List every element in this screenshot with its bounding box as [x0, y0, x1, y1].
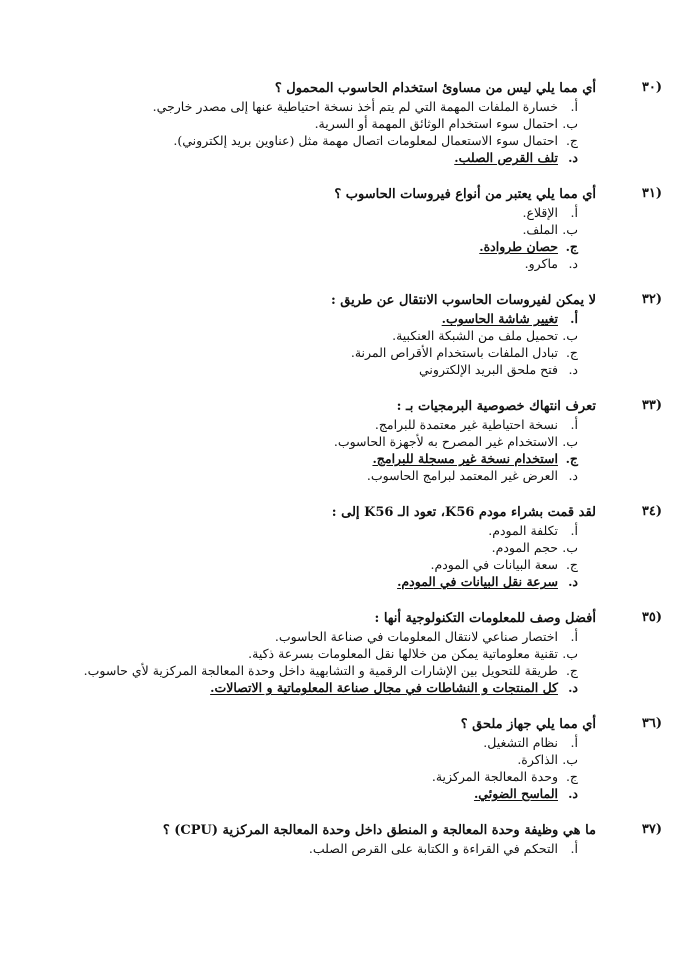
- option-text: تكلفة المودم.: [488, 523, 558, 538]
- question-number: ٣٧): [641, 822, 662, 837]
- option-letter: ج.: [565, 239, 578, 254]
- option-text: سرعة نقل البيانات في المودم.: [397, 574, 558, 589]
- option-text: تحميل ملف من الشبكة العنكبية.: [392, 328, 558, 343]
- option-text: احتمال سوء الاستعمال لمعلومات اتصال مهمة مثل (عناوين بريد إلكتروني).: [173, 133, 558, 148]
- question-number: ٣٠): [641, 80, 662, 95]
- correct-option: [40, 679, 578, 696]
- option-letter: د.: [568, 468, 578, 483]
- option-text: الملف.: [522, 222, 558, 237]
- option-text: فتح ملحق البريد الإلكتروني: [419, 362, 558, 377]
- option: [40, 327, 578, 344]
- option-text: وحدة المعالجة المركزية.: [431, 769, 558, 784]
- option-letter: أ.: [570, 523, 578, 538]
- option-letter: أ.: [570, 417, 578, 432]
- option-letter: ب.: [562, 116, 578, 131]
- question-text: أي مما يلي يعتبر من أنواع فيروسات الحاسوب ؟: [334, 187, 596, 202]
- option: [40, 539, 578, 556]
- option-text: استخدام نسخة غير مسجلة للبرامج.: [372, 451, 558, 466]
- option: [40, 467, 578, 484]
- option-letter: د.: [568, 362, 578, 377]
- question-number: ٣٦): [641, 716, 662, 731]
- option-list: [40, 310, 578, 378]
- correct-option: [40, 238, 578, 255]
- question-text: تعرف انتهاك خصوصية البرمجيات بـ :: [396, 399, 596, 414]
- option-letter: ب.: [562, 222, 578, 237]
- question-text: أي مما يلي جهاز ملحق ؟: [460, 717, 596, 732]
- question-text: لقد قمت بشراء مودم K56، تعود الـ K56 إلى :: [331, 505, 596, 520]
- option-letter: ب.: [562, 434, 578, 449]
- option-letter: ج.: [565, 451, 578, 466]
- question-number: ٣٤): [641, 504, 662, 519]
- option: [40, 433, 578, 450]
- option-text: تغيير شاشة الحاسوب.: [441, 311, 558, 326]
- question-text: أفضل وصف للمعلومات التكنولوجية أنها :: [374, 611, 596, 626]
- option-text: تلف القرص الصلب.: [454, 150, 558, 165]
- correct-option: [40, 149, 578, 166]
- option-list: [40, 840, 578, 857]
- option-text: الإقلاع.: [522, 205, 558, 220]
- option-list: [40, 98, 578, 166]
- option: [40, 734, 578, 751]
- option-letter: د.: [568, 256, 578, 271]
- question: [40, 716, 662, 802]
- correct-option: [40, 785, 578, 802]
- option-letter: ب.: [562, 540, 578, 555]
- option-letter: أ.: [570, 629, 578, 644]
- option: [40, 840, 578, 857]
- option: [40, 115, 578, 132]
- option-text: التحكم في القراءة و الكتابة على القرص الصلب.: [308, 841, 558, 856]
- question-number: ٣٢): [641, 292, 662, 307]
- option-text: الماسح الضوئي.: [473, 786, 558, 801]
- option-letter: أ.: [570, 841, 578, 856]
- option-text: نسخة احتياطية غير معتمدة للبرامج.: [374, 417, 558, 432]
- option-text: حجم المودم.: [491, 540, 558, 555]
- question-text: أي مما يلي ليس من مساوئ استخدام الحاسوب المحمول ؟: [274, 81, 596, 96]
- option-text: ماكرو.: [524, 256, 558, 271]
- option-text: كل المنتجات و النشاطات في مجال صناعة المعلوماتية و الاتصالات.: [210, 680, 558, 695]
- option: [40, 522, 578, 539]
- option-letter: ب.: [562, 328, 578, 343]
- option-list: [40, 204, 578, 272]
- option-letter: أ.: [570, 205, 578, 220]
- option-letter: ب.: [562, 752, 578, 767]
- question: [40, 80, 662, 166]
- option-letter: ج.: [565, 133, 578, 148]
- option-letter: أ.: [570, 735, 578, 750]
- option-letter: ب.: [562, 646, 578, 661]
- option-text: نظام التشغيل.: [483, 735, 558, 750]
- option: [40, 132, 578, 149]
- question-number: ٣٥): [641, 610, 662, 625]
- option-text: سعة البيانات في المودم.: [430, 557, 558, 572]
- option-text: حصان طروادة.: [479, 239, 558, 254]
- option-list: [40, 734, 578, 802]
- correct-option: [40, 450, 578, 467]
- option-letter: ج.: [565, 663, 578, 678]
- option-text: خسارة الملفات المهمة التي لم يتم أخذ نسخة احتياطية عنها إلى مصدر خارجي.: [152, 99, 558, 114]
- option: [40, 204, 578, 221]
- option: [40, 361, 578, 378]
- question-number: ٣٣): [641, 398, 662, 413]
- option-letter: د.: [568, 680, 578, 695]
- question: [40, 610, 662, 696]
- option: [40, 416, 578, 433]
- question-list: [40, 80, 662, 857]
- question-text: لا يمكن لفيروسات الحاسوب الانتقال عن طريق :: [330, 293, 596, 308]
- option-letter: أ.: [570, 311, 578, 326]
- option-letter: د.: [568, 150, 578, 165]
- option: [40, 556, 578, 573]
- question-number: ٣١): [641, 186, 662, 201]
- option-text: العرض غير المعتمد لبرامج الحاسوب.: [366, 468, 558, 483]
- option: [40, 768, 578, 785]
- option-letter: د.: [568, 786, 578, 801]
- option: [40, 255, 578, 272]
- option: [40, 662, 578, 679]
- option-text: تبادل الملفات باستخدام الأقراص المرنة.: [350, 345, 558, 360]
- question: [40, 504, 662, 590]
- option-list: [40, 416, 578, 484]
- option-list: [40, 522, 578, 590]
- question: [40, 292, 662, 378]
- question: [40, 398, 662, 484]
- option-letter: ج.: [565, 769, 578, 784]
- option-text: احتمال سوء استخدام الوثائق المهمة أو السرية.: [314, 116, 558, 131]
- question: [40, 186, 662, 272]
- option-letter: أ.: [570, 99, 578, 114]
- option: [40, 628, 578, 645]
- option-letter: ج.: [565, 345, 578, 360]
- option-letter: ج.: [565, 557, 578, 572]
- correct-option: [40, 573, 578, 590]
- option-text: الاستخدام غير المصرح به لأجهزة الحاسوب.: [333, 434, 558, 449]
- option: [40, 98, 578, 115]
- correct-option: [40, 310, 578, 327]
- option-text: طريقة للتحويل بين الإشارات الرقمية و التشابهية داخل وحدة المعالجة المركزية لأي حاسوب.: [83, 663, 558, 678]
- option: [40, 344, 578, 361]
- option-text: اختصار صناعي لانتقال المعلومات في صناعة الحاسوب.: [274, 629, 558, 644]
- option: [40, 645, 578, 662]
- option-text: تقنية معلوماتية يمكن من خلالها نقل المعلومات بسرعة ذكية.: [248, 646, 558, 661]
- option-text: الذاكرة.: [517, 752, 558, 767]
- question-text: ما هي وظيفة وحدة المعالجة و المنطق داخل وحدة المعالجة المركزية (CPU) ؟: [162, 823, 596, 838]
- option-list: [40, 628, 578, 696]
- option: [40, 221, 578, 238]
- option: [40, 751, 578, 768]
- option-letter: د.: [568, 574, 578, 589]
- question: [40, 822, 662, 857]
